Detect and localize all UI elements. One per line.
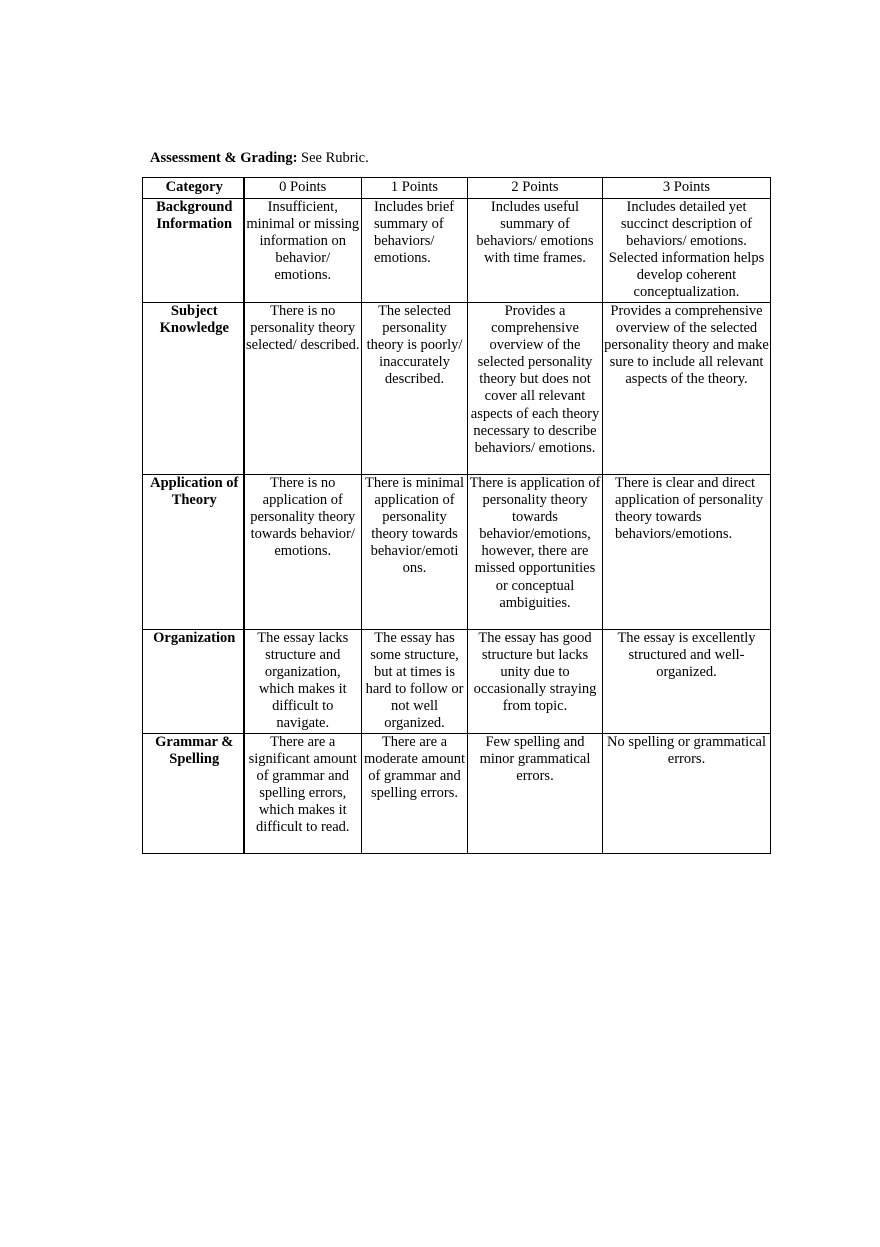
rubric-header-row xyxy=(143,178,771,199)
cell-2-points: Includes useful summary of behaviors/ emotions with time frames. xyxy=(468,199,603,303)
heading-text: See Rubric. xyxy=(301,150,369,166)
table-row xyxy=(143,199,771,303)
table-row xyxy=(143,475,771,630)
cell-0-points: There is no application of personality theory towards behavior/ emotions. xyxy=(244,475,362,630)
cell-3-points: Includes detailed yet succinct description of behaviors/ emotions. Selected information helps develop coherent conceptualization. xyxy=(603,199,771,303)
rubric-table xyxy=(142,177,771,854)
category-cell: Application of Theory xyxy=(143,475,244,630)
table-row xyxy=(143,303,771,475)
cell-2-points: There is application of personality theory towards behavior/emotions, however, there are missed opportunities or conceptual ambiguities. xyxy=(468,475,603,630)
heading-label: Assessment & Grading: xyxy=(150,150,298,166)
cell-3-points: Provides a comprehensive overview of the selected personality theory and make sure to include all relevant aspects of the theory. xyxy=(603,303,771,475)
table-row xyxy=(143,630,771,734)
cell-2-points: Few spelling and minor grammatical errors. xyxy=(468,734,603,854)
cell-1-points: Includes brief summary of behaviors/ emotions. xyxy=(362,199,468,303)
cell-0-points: There is no personality theory selected/ described. xyxy=(244,303,362,475)
cell-1-points: There is minimal application of personality theory towards behavior/emoti ons. xyxy=(362,475,468,630)
table-row xyxy=(143,734,771,854)
cell-2-points: Provides a comprehensive overview of the selected personality theory but does not cover all relevant aspects of each theory necessary to describe behaviors/ emotions. xyxy=(468,303,603,475)
cell-0-points: There are a significant amount of grammar and spelling errors, which makes it difficult to read. xyxy=(244,734,362,854)
cell-3-points: The essay is excellently structured and well-organized. xyxy=(603,630,771,734)
cell-0-points: Insufficient, minimal or missing information on behavior/ emotions. xyxy=(244,199,362,303)
header-3-points: 3 Points xyxy=(603,178,771,199)
cell-3-points: No spelling or grammatical errors. xyxy=(603,734,771,854)
header-2-points: 2 Points xyxy=(468,178,603,199)
header-1-points: 1 Points xyxy=(362,178,468,199)
cell-3-points: There is clear and direct application of personality theory towards behaviors/emotions. xyxy=(603,475,771,630)
category-cell: Grammar & Spelling xyxy=(143,734,244,854)
category-cell: Background Information xyxy=(143,199,244,303)
cell-1-points: The selected personality theory is poorly/ inaccurately described. xyxy=(362,303,468,475)
cell-1-points: The essay has some structure, but at times is hard to follow or not well organized. xyxy=(362,630,468,734)
cell-1-points: There are a moderate amount of grammar and spelling errors. xyxy=(362,734,468,854)
cell-0-points: The essay lacks structure and organization, which makes it difficult to navigate. xyxy=(244,630,362,734)
cell-2-points: The essay has good structure but lacks unity due to occasionally straying from topic. xyxy=(468,630,603,734)
header-0-points: 0 Points xyxy=(244,178,362,199)
section-heading xyxy=(150,150,369,167)
category-cell: Organization xyxy=(143,630,244,734)
header-category: Category xyxy=(143,178,244,199)
category-cell: Subject Knowledge xyxy=(143,303,244,475)
